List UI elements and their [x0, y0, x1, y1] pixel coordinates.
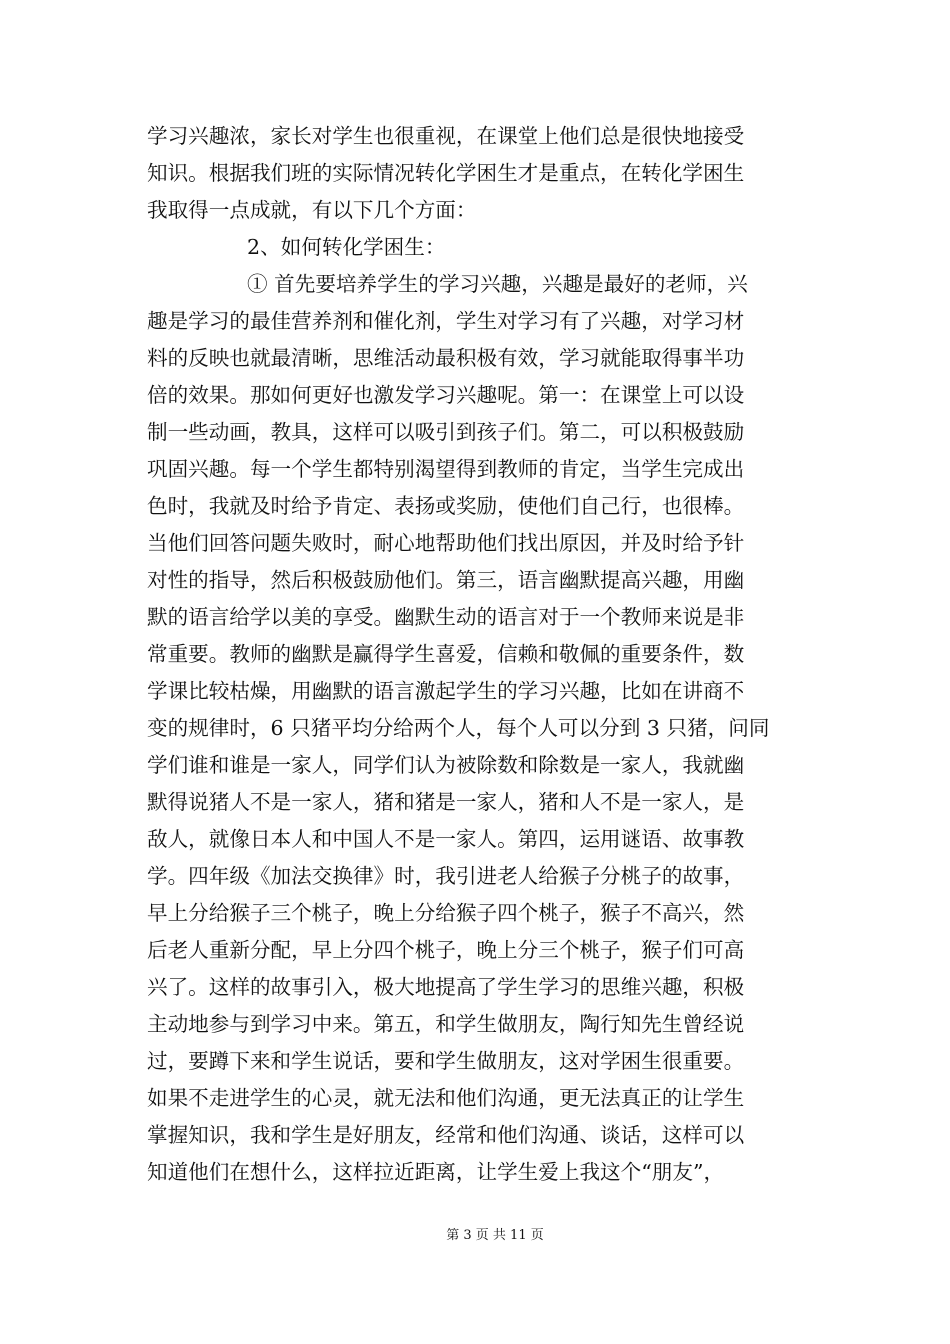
text-line: 学们谁和谁是一家人，同学们认为被除数和除数是一家人，我就幽: [147, 753, 745, 777]
text-line: 学课比较枯燥，用幽默的语言激起学生的学习兴趣，比如在讲商不: [147, 679, 745, 703]
text-line: 当他们回答问题失败时，耐心地帮助他们找出原因，并及时给予针: [147, 531, 745, 555]
text-line: 色时，我就及时给予肯定、表扬或奖励，使他们自己行，也很棒。: [147, 494, 745, 518]
text-line: 知道他们在想什么，这样拉近距离，让学生爱上我这个“朋友”，: [147, 1160, 725, 1184]
text-line: 倍的效果。那如何更好也激发学习兴趣呢。第一：在课堂上可以设: [147, 383, 745, 407]
text-line: 趣是学习的最佳营养剂和催化剂，学生对学习有了兴趣，对学习材: [147, 309, 745, 333]
text-line: 巩固兴趣。每一个学生都特别渴望得到教师的肯定，当学生完成出: [147, 457, 745, 481]
text-line: 制一些动画，教具，这样可以吸引到孩子们。第二，可以积极鼓励: [147, 420, 745, 444]
text-line: 默得说猪人不是一家人，猪和猪是一家人，猪和人不是一家人，是: [147, 790, 745, 814]
section-heading: 2、如何转化学困生：: [247, 235, 446, 259]
text-line: 料的反映也就最清晰，思维活动最积极有效，学习就能取得事半功: [147, 346, 745, 370]
text-line: 知识。根据我们班的实际情况转化学困生才是重点，在转化学困生: [147, 161, 745, 185]
text-line: 掌握知识，我和学生是好朋友，经常和他们沟通、谈话，这样可以: [147, 1123, 745, 1147]
text-line: 过，要蹲下来和学生说话，要和学生做朋友，这对学困生很重要。: [147, 1049, 745, 1073]
text-line: 学习兴趣浓，家长对学生也很重视，在课堂上他们总是很快地接受: [147, 124, 745, 148]
text-line: 默的语言给学以美的享受。幽默生动的语言对于一个教师来说是非: [147, 605, 745, 629]
text-line: 敌人，就像日本人和中国人不是一家人。第四，运用谜语、故事教: [147, 827, 745, 851]
paragraph-start-line: ① 首先要培养学生的学习兴趣，兴趣是最好的老师，兴: [247, 272, 748, 296]
body-text: [147, 118, 807, 1191]
text-line: 我取得一点成就，有以下几个方面：: [147, 198, 477, 222]
text-line: 早上分给猴子三个桃子，晚上分给猴子四个桃子，猴子不高兴，然: [147, 901, 745, 925]
page-number-footer: 第 3 页 共 11 页: [446, 1228, 544, 1243]
text-line: 如果不走进学生的心灵，就无法和他们沟通，更无法真正的让学生: [147, 1086, 745, 1110]
text-line: 兴了。这样的故事引入，极大地提高了学生学习的思维兴趣，积极: [147, 975, 745, 999]
text-line: 学。四年级《加法交换律》时，我引进老人给猴子分桃子的故事，: [147, 864, 745, 888]
text-line: 主动地参与到学习中来。第五，和学生做朋友，陶行知先生曾经说: [147, 1012, 745, 1036]
text-line: 变的规律时，6 只猪平均分给两个人，每个人可以分到 3 只猪，问同: [147, 716, 770, 740]
text-line: 常重要。教师的幽默是赢得学生喜爱，信赖和敬佩的重要条件，数: [147, 642, 745, 666]
text-line: 对性的指导，然后积极鼓励他们。第三，语言幽默提高兴趣，用幽: [147, 568, 745, 592]
text-line: 后老人重新分配，早上分四个桃子，晚上分三个桃子，猴子们可高: [147, 938, 745, 962]
